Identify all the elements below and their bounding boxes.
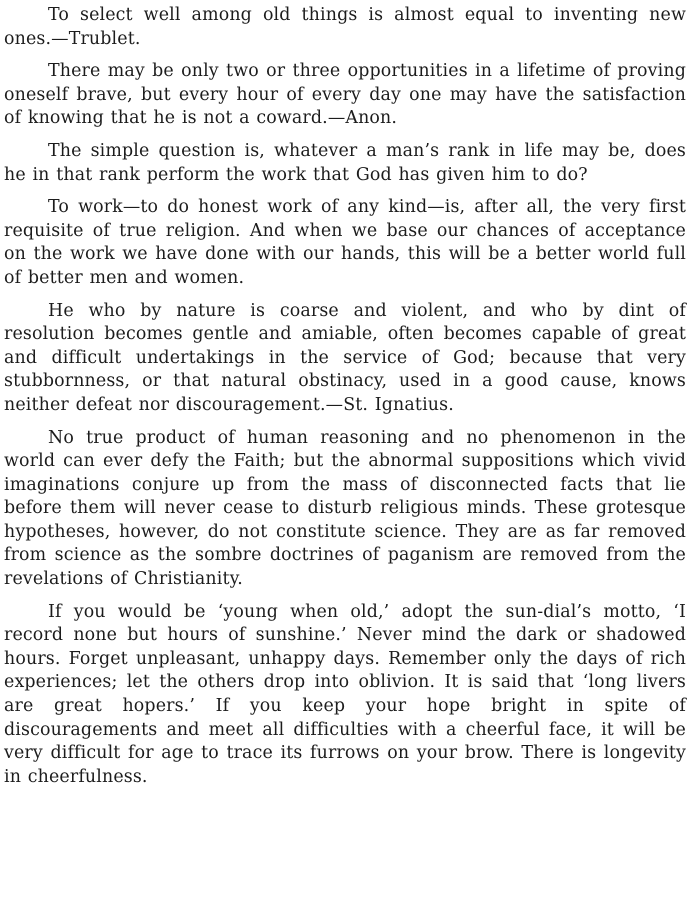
quote-paragraph-trublet: To select well among old things is almost equal to inventing new ones.—Trublet. [4, 5, 686, 49]
quote-paragraph-cheerfulness: If you would be ‘young when old,’ adopt the sun-dial’s motto, ‘I record none but hours of sunshine.’ Never mind the dark or shadowed hours. Forget unpleasant, unhappy days. Remember only the days of rich experiences; let the others drop into oblivion. It is said that ‘long livers are great hopers.’ If you keep your hope bright in spite of discouragements and meet all difficulties with a cheerful face, it will be very difficult for age to trace its furrows on your brow. There is longevity in cheerfulness. [4, 601, 686, 787]
quote-paragraph-st-ignatius: He who by nature is coarse and violent, and who by dint of resolution becomes gentle and amiable, often becomes capable of great and difficult undertakings in the service of God; because that very stubbornness, or that natural obstinacy, used in a good cause, knows neither defeat nor discouragement.—St. Ignatius. [4, 300, 686, 415]
quote-paragraph-bravery: There may be only two or three opportunities in a lifetime of proving oneself brave, but every hour of every day one may have the satisfaction of knowing that he is not a coward.—Anon. [4, 61, 686, 129]
quote-paragraph-rank-in-life: The simple question is, whatever a man’s rank in life may be, does he in that rank perform the work that God has given him to do? [4, 140, 686, 185]
quote-paragraph-honest-work: To work—to do honest work of any kind—is, after all, the very first requisite of true religion. And when we base our chances of acceptance on the work we have done with our hands, this will be a better world full of better men and women. [4, 197, 686, 288]
quote-paragraph-faith-and-science: No true product of human reasoning and no phenomenon in the world can ever defy the Faith; but the abnormal suppositions which vivid imaginations conjure up from the mass of disconnected facts that lie before them will never cease to disturb religious minds. These grotesque hypotheses, however, do not constitute science. They are as far removed from science as the sombre doctrines of paganism are removed from the revelations of Christianity. [4, 427, 686, 590]
